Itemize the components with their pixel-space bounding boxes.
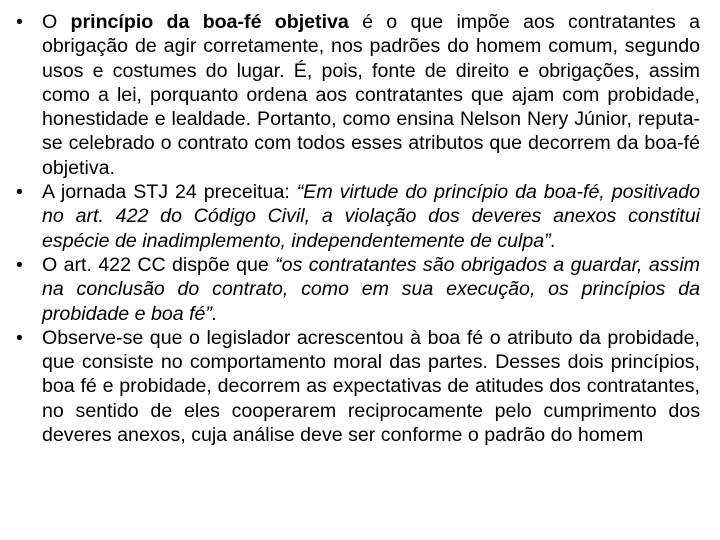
bullet-text-intro: O [42, 11, 71, 33]
bullet-text-body: Observe-se que o legislador acrescentou à boa fé o atributo da probidade, que consiste no comportamento moral das partes. Desses dois princípios, boa fé e probidade, decorrem as expectativas de atitudes dos contratantes, no sentido de eles cooperarem reciprocamente pelo cumprimento dos deveres anexos, cuja análise deve ser conforme o padrão do homem [42, 326, 700, 447]
bullet-item-art-422 [16, 253, 700, 326]
bullet-list [16, 10, 700, 447]
bullet-item-probidade [16, 326, 700, 447]
bullet-text-quote: “Em virtude do princípio da boa-fé, positivado no art. 422 do Código Civil, a violação dos deveres anexos constitui espécie de inadimplemento, independentemente de culpa”. [42, 181, 700, 252]
bullet-text-body: é o que impõe aos contratantes a obrigação de agir corretamente, nos padrões do homem comum, segundo usos e costumes do lugar. É, pois, fonte de direito e obrigações, assim como a lei, porquanto ordena aos contratantes que ajam com probidade, honestidade e lealdade. Portanto, como ensina Nelson Nery Júnior, reputa-se celebrado o contrato com todos esses atributos que decorrem da boa-fé objetiva. [42, 11, 700, 179]
bullet-text-intro: A jornada STJ 24 preceitua: [42, 181, 297, 204]
bullet-marker: • [16, 11, 23, 33]
bullet-marker: • [16, 181, 23, 204]
bullet-text-bold-term: princípio da boa-fé objetiva [70, 11, 349, 33]
bullet-text-intro: O art. 422 CC dispõe que [42, 253, 276, 276]
bullet-item-boa-fe-objetiva [16, 10, 700, 180]
bullet-marker: • [16, 326, 23, 349]
bullet-marker: • [16, 253, 23, 276]
bullet-item-jornada-stj [16, 180, 700, 253]
bullet-text-quote: “os contratantes são obrigados a guardar, assim na conclusão do contrato, como em sua execução, os princípios da probidade e boa fé”. [42, 253, 700, 325]
